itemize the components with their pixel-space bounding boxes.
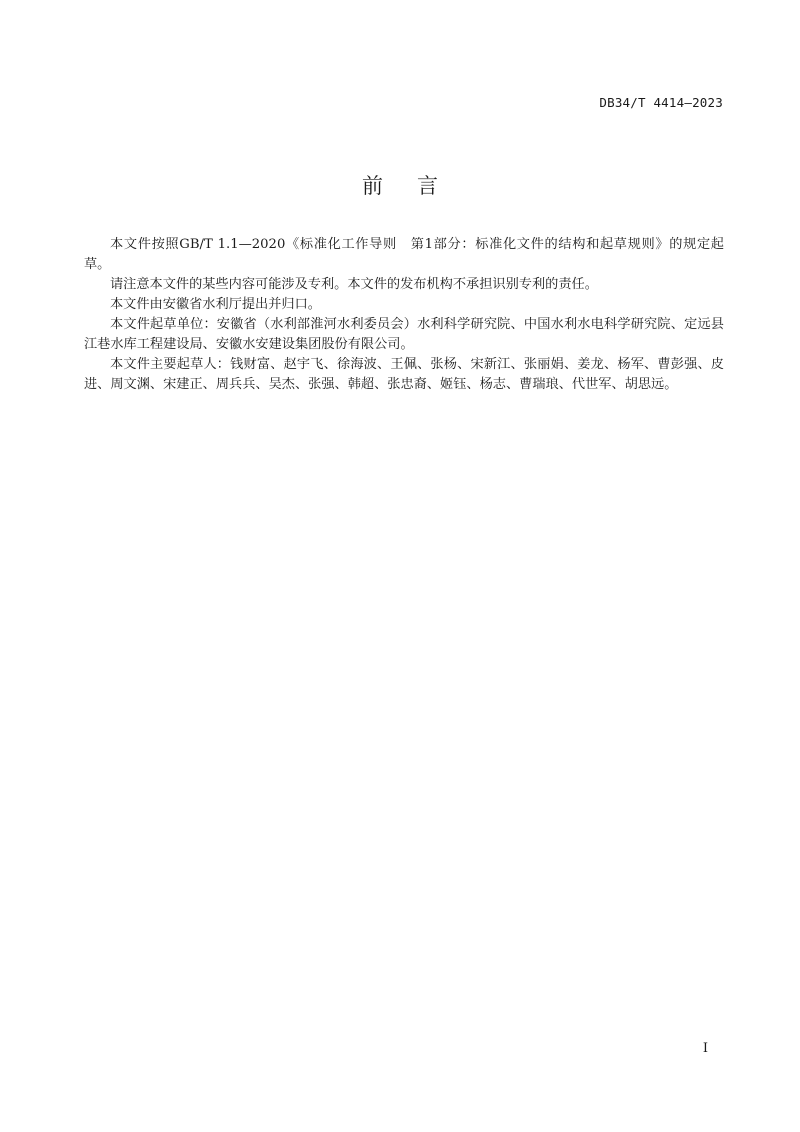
paragraph-drafting-units: 本文件起草单位：安徽省（水利部淮河水利委员会）水利科学研究院、中国水利水电科学研究院、定远县江巷水库工程建设局、安徽水安建设集团股份有限公司。 — [84, 317, 724, 352]
paragraph-patent-notice: 请注意本文件的某些内容可能涉及专利。本文件的发布机构不承担识别专利的责任。 — [110, 277, 598, 292]
paragraph-drafters: 本文件主要起草人：钱财富、赵宇飞、徐海波、王佩、张杨、宋新江、张丽娟、姜龙、杨军、曹彭强、皮进、周文渊、宋建正、周兵兵、吴杰、张强、韩超、张忠裔、姬钰、杨志、曹瑞琅、代世军、胡思远。 — [84, 357, 724, 392]
paragraph-proposer: 本文件由安徽省水利厅提出并归口。 — [110, 297, 321, 312]
page-title: 前言 — [362, 174, 472, 198]
document-code: DB34/T 4414—2023 — [599, 95, 723, 110]
body-text — [84, 235, 724, 395]
paragraph-drafting-rules: 本文件按照GB/T 1.1—2020《标准化工作导则 第1部分：标准化文件的结构和起草规则》的规定起草。 — [84, 237, 724, 272]
page-number: I — [702, 1041, 708, 1056]
